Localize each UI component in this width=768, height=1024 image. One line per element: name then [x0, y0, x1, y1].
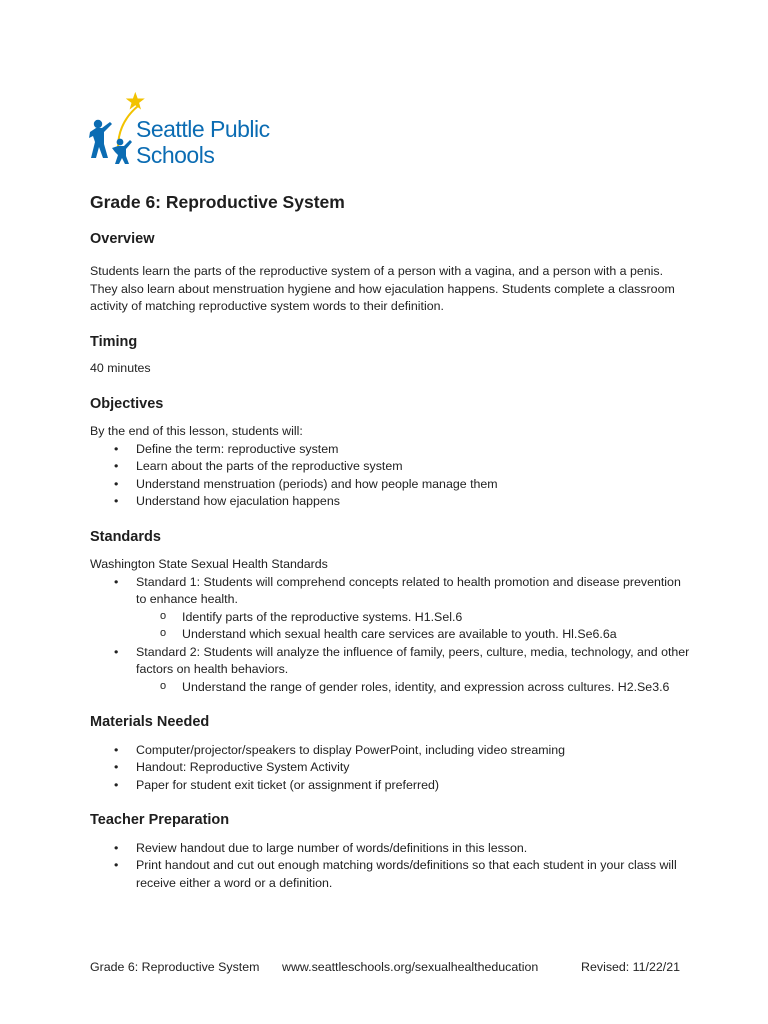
list-item: • Computer/projector/speakers to display PowerPoint, including video streaming — [90, 742, 690, 760]
timing-heading: Timing — [90, 333, 138, 350]
footer-revised-date: Revised: 11/22/21 — [581, 960, 680, 974]
standard-text: Standard 2: Students will analyze the influence of family, peers, culture, media, technology, and other factors on health behaviors. — [136, 644, 690, 676]
objectives-heading: Objectives — [90, 395, 164, 412]
standards-intro: Washington State Sexual Health Standards — [90, 557, 328, 571]
standard-text: Standard 1: Students will comprehend concepts related to health promotion and disease prevention to enhance health. — [136, 574, 681, 606]
logo-line-1: Seattle Public — [136, 116, 270, 142]
preparation-heading: Teacher Preparation — [90, 812, 230, 828]
overview-heading: Overview — [90, 230, 155, 247]
overview-text: Students learn the parts of the reproductive system of a person with a vagina, and a person with a penis. They also learn about menstruation hygiene and how ejaculation happens. Students complete a classroom activity of matching reproductive system words to their definition. — [90, 264, 675, 313]
preparation-list — [90, 840, 690, 893]
standards-heading: Standards — [90, 528, 161, 545]
list-item: • Print handout and cut out enough matching words/definitions so that each student in your class will receive either a word or a definition. — [90, 857, 690, 892]
list-item — [90, 574, 690, 644]
logo-line-2: Schools — [136, 142, 215, 168]
timing-section — [90, 334, 690, 378]
list-item: • Learn about the parts of the reproductive system — [90, 458, 690, 476]
materials-heading: Materials Needed — [90, 714, 210, 730]
preparation-section — [90, 812, 690, 892]
sub-list-item: o Understand which sexual health care services are available to youth. Hl.Se6.6a — [90, 626, 690, 644]
document-body — [90, 194, 690, 910]
sub-list-item: o Identify parts of the reproductive systems. H1.Sel.6 — [90, 609, 690, 627]
objectives-list — [90, 441, 690, 511]
list-item: • Understand how ejaculation happens — [90, 493, 690, 511]
standard-sub-list — [90, 609, 690, 644]
objectives-section — [90, 396, 690, 511]
footer-title: Grade 6: Reproductive System — [90, 960, 260, 974]
sub-list-item: o Understand the range of gender roles, identity, and expression across cultures. H2.Se3.6 — [90, 679, 690, 697]
logo-wordmark — [136, 116, 270, 168]
standard-sub-list — [90, 679, 690, 697]
footer-link[interactable]: www.seattleschools.org/sexualhealtheducation — [282, 960, 539, 974]
standards-list — [90, 574, 690, 697]
list-item — [90, 644, 690, 697]
list-item: • Understand menstruation (periods) and how people manage them — [90, 476, 690, 494]
standards-section — [90, 529, 690, 697]
list-item: • Define the term: reproductive system — [90, 441, 690, 459]
materials-list — [90, 742, 690, 795]
page-title: Grade 6: Reproductive System — [90, 192, 345, 212]
overview-section — [90, 231, 690, 316]
list-item: • Handout: Reproductive System Activity — [90, 759, 690, 777]
list-item: • Review handout due to large number of words/definitions in this lesson. — [90, 840, 690, 858]
list-item: • Paper for student exit ticket (or assignment if preferred) — [90, 777, 690, 795]
timing-text: 40 minutes — [90, 361, 151, 375]
seattle-public-schools-logo — [88, 90, 288, 170]
materials-section — [90, 714, 690, 794]
objectives-intro: By the end of this lesson, students will: — [90, 424, 303, 438]
